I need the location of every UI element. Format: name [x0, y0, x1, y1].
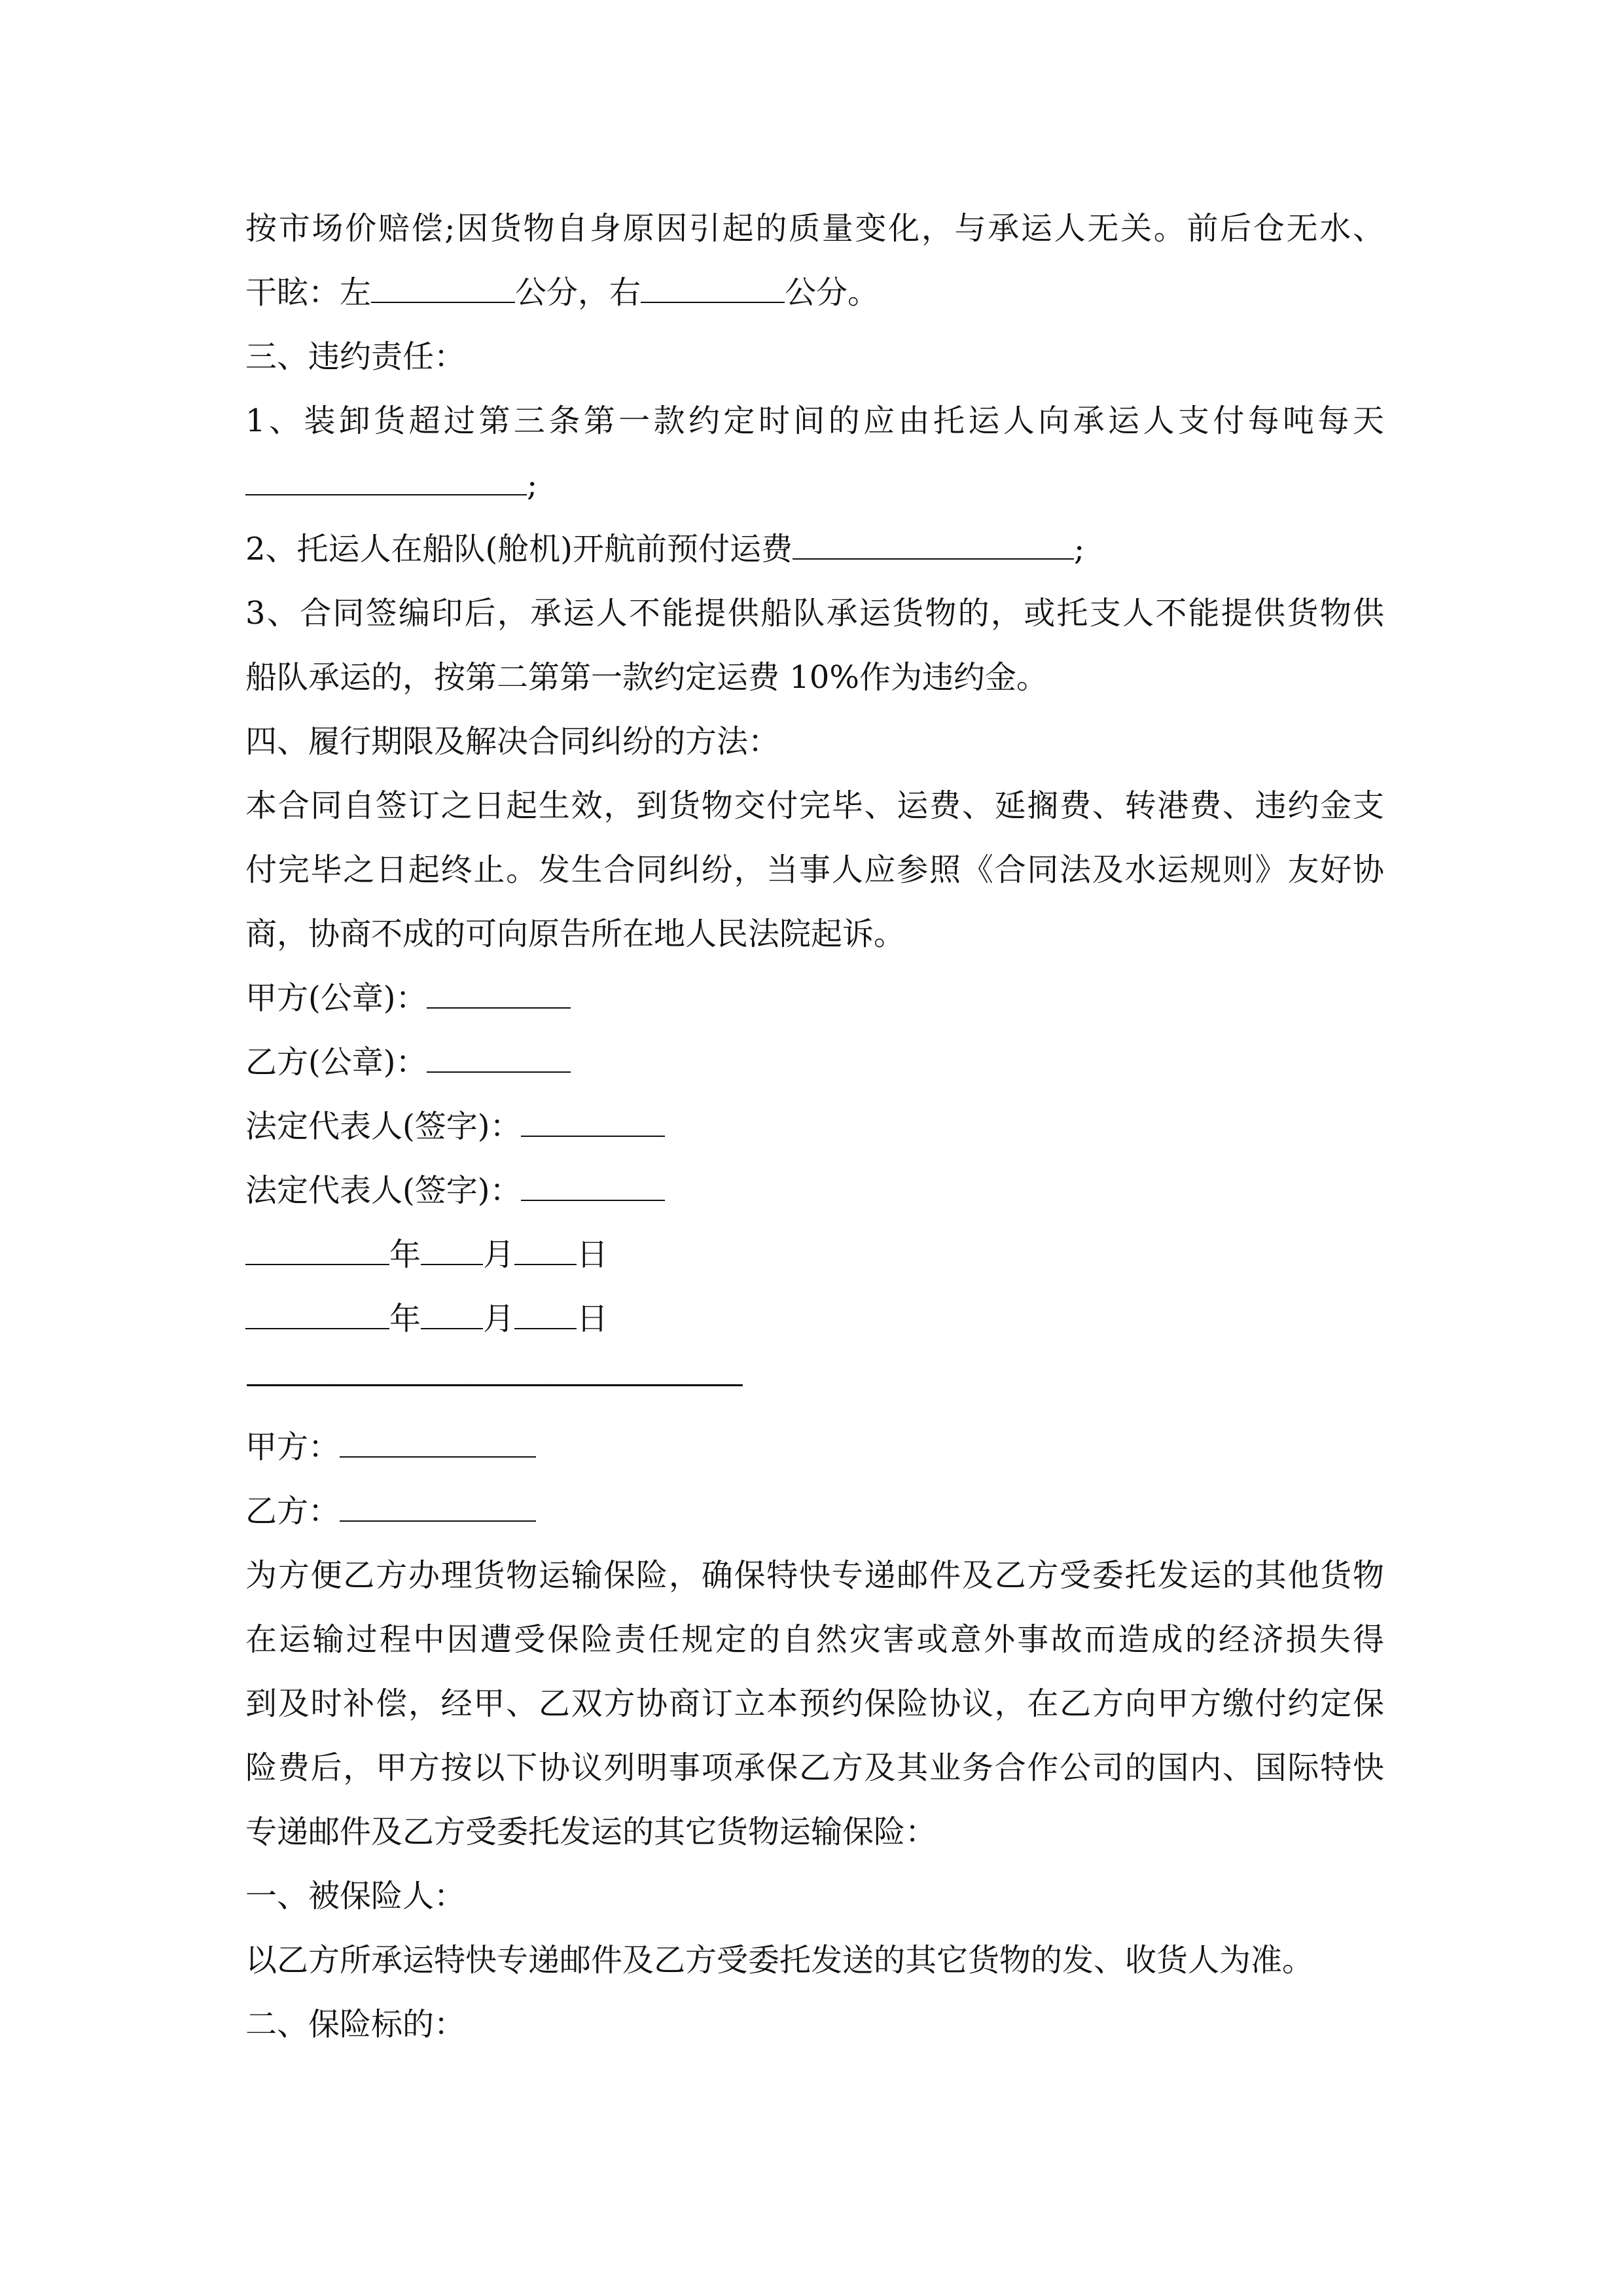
signature-line — [245, 1415, 1384, 1479]
text-segment: 2、托运人在船队(舱机)开航前预付运费 — [245, 531, 793, 567]
signature-label: 乙方： — [245, 1493, 340, 1530]
paragraph-line — [245, 260, 1384, 325]
paragraph-line: 按市场价赔偿;因货物自身原因引起的质量变化，与承运人无关。前后仓无水、 — [245, 210, 1384, 247]
fill-in-blank — [521, 1174, 665, 1201]
paragraph-line — [245, 453, 1384, 517]
separator-line — [245, 1351, 1384, 1415]
signature-label: 甲方： — [245, 1429, 340, 1465]
section-heading: 二、保险标的： — [245, 2006, 466, 2043]
paragraph-line: 3、合同签编印后，承运人不能提供船队承运货物的，或托支人不能提供货物供 — [245, 595, 1384, 632]
fill-in-blank — [245, 1238, 389, 1265]
fill-in-blank — [371, 276, 515, 303]
fill-in-blank — [427, 1045, 571, 1073]
fill-in-blank — [340, 1430, 536, 1458]
fill-in-blank — [421, 1238, 483, 1265]
signature-label: 法定代表人(签字)： — [245, 1172, 522, 1209]
paragraph-line: 到及时补偿，经甲、乙双方协商订立本预约保险协议，在乙方向甲方缴付约定保 — [245, 1685, 1384, 1722]
fill-in-blank — [641, 276, 785, 303]
signature-line — [245, 966, 1384, 1030]
fill-in-blank — [521, 1109, 665, 1137]
paragraph-line: 在运输过程中因遭受保险责任规定的自然灾害或意外事故而造成的经济损失得 — [245, 1621, 1384, 1658]
date-line — [245, 1287, 1384, 1351]
separator-dashes: —————————————————— — [245, 1365, 740, 1401]
section-heading: 三、违约责任： — [245, 338, 466, 375]
signature-label: 法定代表人(签字)： — [245, 1108, 522, 1145]
text-segment: ; — [527, 467, 538, 503]
date-month-label: 月 — [483, 1300, 515, 1337]
paragraph-line: 商，协商不成的可向原告所在地人民法院起诉。 — [245, 916, 906, 952]
fill-in-blank — [514, 1302, 577, 1329]
fill-in-blank — [793, 532, 1074, 560]
signature-line — [245, 1158, 1384, 1223]
fill-in-blank — [427, 981, 571, 1009]
signature-line — [245, 1479, 1384, 1543]
signature-line — [245, 1030, 1384, 1094]
date-line — [245, 1223, 1384, 1287]
signature-label: 甲方(公章)： — [245, 980, 427, 1016]
fill-in-blank — [245, 468, 527, 495]
date-year-label: 年 — [389, 1300, 421, 1337]
paragraph-line: 船队承运的，按第二第第一款约定运费 10%作为违约金。 — [245, 659, 1048, 696]
paragraph-line: 付完毕之日起终止。发生合同纠纷，当事人应参照《合同法及水运规则》友好协 — [245, 852, 1384, 888]
text-segment: 公分，右 — [515, 274, 641, 311]
paragraph-line: 为方便乙方办理货物运输保险，确保特快专递邮件及乙方受委托发运的其他货物 — [245, 1557, 1384, 1594]
fill-in-blank — [340, 1494, 536, 1522]
paragraph-line: 以乙方所承运特快专递邮件及乙方受委托发送的其它货物的发、收货人为准。 — [245, 1942, 1314, 1979]
signature-label: 乙方(公章)： — [245, 1044, 427, 1081]
paragraph-line — [245, 517, 1384, 581]
text-segment: 公分。 — [785, 274, 880, 311]
paragraph-line: 险费后，甲方按以下协议列明事项承保乙方及其业务合作公司的国内、国际特快 — [245, 1749, 1384, 1786]
paragraph-line: 专递邮件及乙方受委托发运的其它货物运输保险： — [245, 1814, 937, 1850]
text-segment: ; — [1074, 531, 1085, 567]
fill-in-blank — [245, 1302, 389, 1329]
date-day-label: 日 — [577, 1300, 609, 1337]
document-body — [245, 196, 1384, 2056]
section-heading: 四、履行期限及解决合同纠纷的方法： — [245, 723, 780, 760]
paragraph-line: 1、装卸货超过第三条第一款约定时间的应由托运人向承运人支付每吨每天 — [245, 403, 1384, 439]
date-month-label: 月 — [483, 1236, 515, 1273]
date-year-label: 年 — [389, 1236, 421, 1273]
date-day-label: 日 — [577, 1236, 609, 1273]
signature-line — [245, 1094, 1384, 1158]
paragraph-line: 本合同自签订之日起生效，到货物交付完毕、运费、延搁费、转港费、违约金支 — [245, 787, 1384, 824]
fill-in-blank — [421, 1302, 483, 1329]
fill-in-blank — [514, 1238, 577, 1265]
section-heading: 一、被保险人： — [245, 1878, 466, 1914]
text-segment: 干眩：左 — [245, 274, 372, 311]
